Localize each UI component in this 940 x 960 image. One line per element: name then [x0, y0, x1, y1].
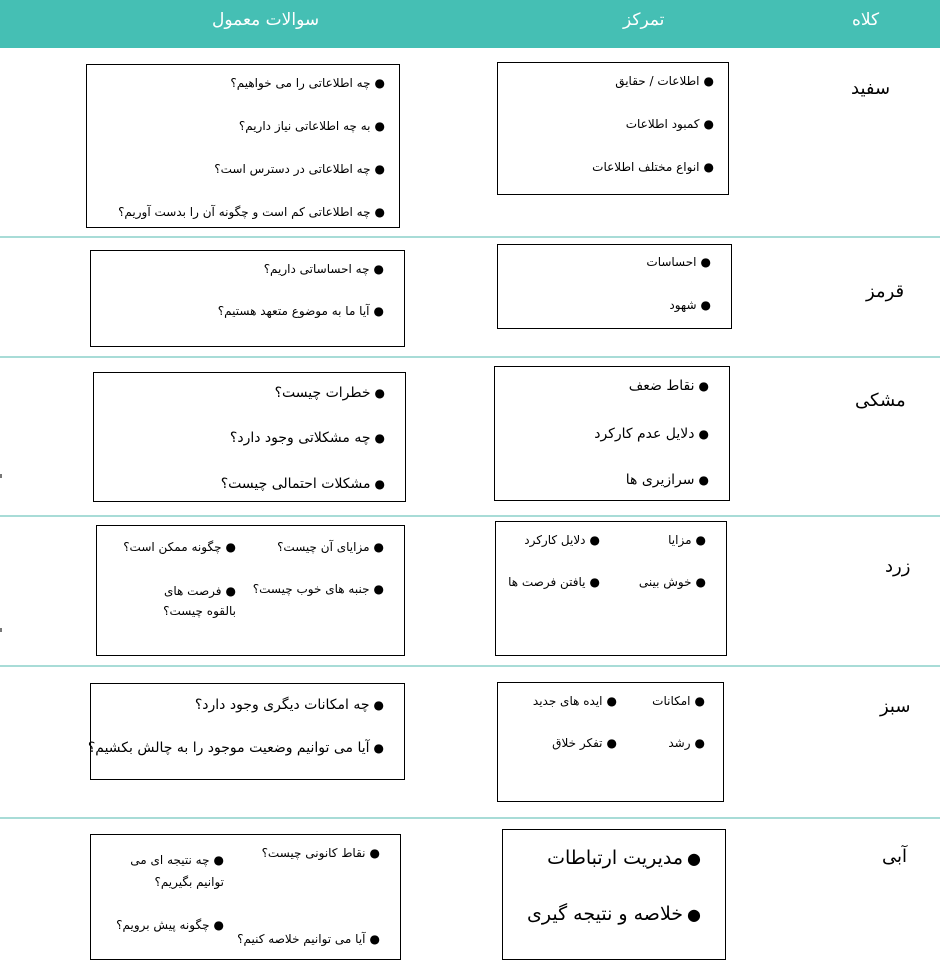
question-item: ●چه مشکلاتی وجود دارد؟ [229, 430, 385, 446]
questions-box [87, 683, 405, 780]
focus-item: ●امکانات [652, 694, 705, 708]
question-item: ●به چه اطلاعاتی نیاز داریم؟ [238, 119, 385, 133]
focus-item: ●دلایل کارکرد [524, 533, 600, 547]
focus-item: ●شهود [669, 298, 711, 312]
header-focus: تمرکز [623, 10, 665, 30]
bullet-icon: ● [703, 117, 714, 131]
bullet-icon: ● [589, 533, 600, 547]
bullet-icon: ● [606, 694, 617, 708]
edge-mark [0, 474, 2, 478]
hat-name: سبز [880, 696, 911, 717]
focus-item: ●کمبود اطلاعات [625, 117, 714, 131]
question-item: ●چه نتیجه ای می توانیم بگیریم؟ [130, 853, 224, 889]
bullet-icon: ● [700, 298, 711, 312]
bullet-icon: ● [687, 905, 701, 924]
bullet-icon: ● [373, 698, 384, 712]
focus-item: ●یافتن فرصت ها [508, 575, 600, 589]
bullet-icon: ● [213, 853, 224, 867]
bullet-icon: ● [374, 386, 385, 400]
question-item: ●آیا ما به موضوع متعهد هستیم؟ [217, 304, 384, 318]
hat-name: آبی [882, 846, 908, 867]
bullet-icon: ● [703, 160, 714, 174]
focus-box [495, 521, 727, 656]
bullet-icon: ● [606, 736, 617, 750]
bullet-icon: ● [369, 932, 380, 946]
hat-name: مشکی [855, 390, 906, 411]
bullet-icon: ● [589, 575, 600, 589]
bullet-icon: ● [687, 849, 701, 868]
focus-item: ●خلاصه و نتیجه گیری [526, 903, 701, 925]
bullet-icon: ● [373, 741, 384, 755]
question-item: ●چه اطلاعاتی در دسترس است؟ [214, 162, 385, 176]
bullet-icon: ● [225, 584, 236, 598]
bullet-icon: ● [369, 846, 380, 860]
focus-item: ●مزایا [668, 533, 706, 547]
bullet-icon: ● [695, 575, 706, 589]
row-separator [0, 356, 940, 358]
question-item: ●آیا می توانیم خلاصه کنیم؟ [237, 932, 380, 946]
question-item: ●نقاط کانونی چیست؟ [261, 846, 380, 860]
question-item: ●فرصت های بالقوه چیست؟ [163, 584, 236, 618]
question-item: ●چه اطلاعاتی کم است و چگونه آن را بدست آوریم؟ [118, 205, 385, 219]
focus-box [497, 682, 724, 802]
hat-name: قرمز [866, 281, 905, 302]
question-item: ●چه اطلاعاتی را می خواهیم؟ [230, 76, 385, 90]
questions-box [96, 525, 405, 656]
questions-box [93, 372, 406, 502]
focus-item: ●سرازیری ها [625, 472, 709, 488]
focus-item: ●مدیریت ارتباطات [547, 847, 701, 869]
row-separator [0, 515, 940, 517]
bullet-icon: ● [374, 431, 385, 445]
question-item: ●خطرات چیست؟ [274, 385, 385, 401]
question-item: ●مشکلات احتمالی چیست؟ [220, 476, 385, 492]
focus-item: ●ایده های جدید [532, 694, 617, 708]
bullet-icon: ● [225, 540, 236, 554]
question-item: ●چه احساساتی داریم؟ [263, 262, 384, 276]
bullet-icon: ● [374, 162, 385, 176]
focus-item: ●تفکر خلاق [552, 736, 617, 750]
focus-box [497, 62, 729, 195]
hat-name: سفید [851, 78, 891, 99]
header-questions: سوالات معمول [212, 10, 320, 30]
bullet-icon: ● [373, 582, 384, 596]
question-item: ●جنبه های خوب چیست؟ [252, 582, 384, 596]
focus-item: ●احساسات [646, 255, 711, 269]
questions-box [90, 250, 405, 347]
edge-mark [0, 628, 2, 632]
focus-item: ●اطلاعات / حقایق [615, 74, 714, 88]
question-item: ●چگونه ممکن است؟ [123, 540, 236, 554]
row-separator [0, 665, 940, 667]
questions-box [90, 834, 401, 960]
bullet-icon: ● [695, 533, 706, 547]
table-header [0, 0, 940, 48]
header-hat: کلاه [852, 10, 880, 30]
hat-name: زرد [885, 556, 911, 577]
question-item: ●چه امکانات دیگری وجود دارد؟ [194, 697, 384, 713]
bullet-icon: ● [373, 540, 384, 554]
bullet-icon: ● [374, 76, 385, 90]
focus-item: ●انواع مختلف اطلاعات [592, 160, 714, 174]
question-item: ●آیا می توانیم وضعیت موجود را به چالش بکشیم؟ [87, 740, 384, 756]
question-item: ●چگونه پیش برویم؟ [116, 918, 224, 932]
bullet-icon: ● [698, 427, 709, 441]
bullet-icon: ● [213, 918, 224, 932]
bullet-icon: ● [374, 477, 385, 491]
focus-item: ●دلایل عدم کارکرد [594, 426, 709, 442]
focus-item: ●خوش بینی [638, 575, 706, 589]
bullet-icon: ● [703, 74, 714, 88]
bullet-icon: ● [694, 694, 705, 708]
focus-box [497, 244, 732, 329]
focus-box [502, 829, 726, 960]
bullet-icon: ● [374, 205, 385, 219]
bullet-icon: ● [700, 255, 711, 269]
bullet-icon: ● [373, 304, 384, 318]
row-separator [0, 236, 940, 238]
bullet-icon: ● [698, 473, 709, 487]
question-item: ●مزایای آن چیست؟ [277, 540, 384, 554]
focus-item: ●رشد [668, 736, 705, 750]
bullet-icon: ● [698, 379, 709, 393]
row-separator [0, 817, 940, 819]
bullet-icon: ● [373, 262, 384, 276]
focus-item: ●نقاط ضعف [628, 378, 709, 394]
questions-box [86, 64, 400, 228]
bullet-icon: ● [694, 736, 705, 750]
bullet-icon: ● [374, 119, 385, 133]
focus-box [494, 366, 730, 501]
